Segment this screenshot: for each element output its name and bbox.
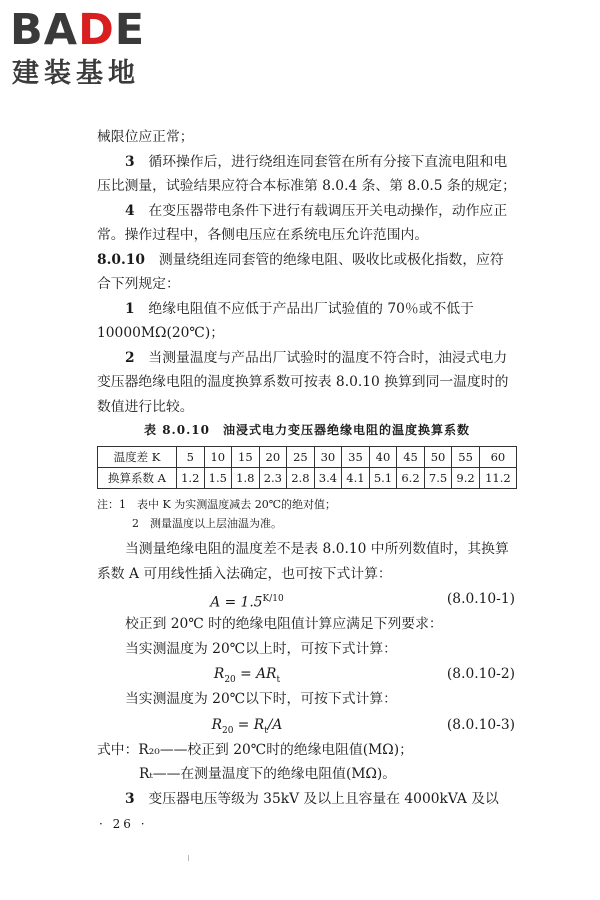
table-cell: 1.2 xyxy=(177,468,205,489)
document-body xyxy=(97,125,517,831)
table-cell: 15 xyxy=(232,447,260,468)
paragraph-continuation: 械限位应正常； xyxy=(97,129,194,145)
equation-8-0-10-1 xyxy=(97,586,517,612)
table-cell: 20 xyxy=(259,447,287,468)
table-cell: 45 xyxy=(397,447,425,468)
table-note-2: 2 测量温度以上层油温为准。 xyxy=(132,517,282,530)
clause-8-0-10: 8.0.10 测量绕组连同套管的绝缘电阻、吸收比或极化指数，应符合下列规定： xyxy=(97,251,504,292)
where-clause-2: Rₜ——在测量温度下的绝缘电阻值(MΩ)。 xyxy=(139,766,397,782)
table-cell: 55 xyxy=(452,447,480,468)
equation-number: (8.0.10-1) xyxy=(446,591,515,607)
table-cell: 5.1 xyxy=(369,468,397,489)
logo-wordmark: BADE xyxy=(10,5,146,55)
table-cell: 40 xyxy=(369,447,397,468)
table-cell: 1.5 xyxy=(204,468,232,489)
paragraph-item-3: 3 循环操作后，进行绕组连同套管在所有分接下直流电阻和电压比测量，试验结果应符合本标准第 8.0.4 条、第 8.0.5 条的规定； xyxy=(97,153,516,194)
scan-mark xyxy=(188,855,189,861)
paragraph-interpolation: 当测量绝缘电阻的温度差不是表 8.0.10 中所列数值时，其换算系数 A 可用线性插入法确定，也可按下式计算： xyxy=(97,541,509,582)
table-header-cell: 换算系数 A xyxy=(98,468,177,489)
equation-formula: $A = 1.5^{K/10}$ xyxy=(210,594,284,611)
table-cell: 4.1 xyxy=(342,468,370,489)
paragraph-item-2: 2 当测量温度与产品出厂试验时的温度不符合时，油浸式电力变压器绝缘电阻的温度换算系数可按表 8.0.10 换算到同一温度时的数值进行比较。 xyxy=(97,349,509,415)
table-cell: 25 xyxy=(287,447,315,468)
bade-logo xyxy=(10,6,185,96)
table-header-cell: 温度差 K xyxy=(98,447,177,468)
table-cell: 10 xyxy=(204,447,232,468)
table-row xyxy=(98,468,517,489)
paragraph-correction: 校正到 20℃ 时的绝缘电阻值计算应满足下列要求： xyxy=(125,616,443,632)
paragraph-item-4: 4 在变压器带电条件下进行有载调压开关电动操作，动作应正常。操作过程中，各侧电压应在系统电压允许范围内。 xyxy=(97,202,508,243)
paragraph-above-20: 当实测温度为 20℃以上时，可按下式计算： xyxy=(125,640,397,657)
table-note-1: 注：1 表中 K 为实测温度减去 20℃的绝对值； xyxy=(97,498,337,511)
table-cell: 11.2 xyxy=(479,468,516,489)
temperature-coefficient-table xyxy=(97,446,517,489)
equation-number: (8.0.10-2) xyxy=(446,666,515,682)
table-cell: 5 xyxy=(177,447,205,468)
paragraph-item-1: 1 绝缘电阻值不应低于产品出厂试验值的 70％或不低于 10000MΩ(20℃)； xyxy=(97,300,474,341)
table-cell: 6.2 xyxy=(397,468,425,489)
table-cell: 3.4 xyxy=(314,468,342,489)
table-notes xyxy=(97,495,517,533)
paragraph-below-20: 当实测温度为 20℃以下时，可按下式计算： xyxy=(125,691,397,707)
logo-subtitle: 建装基地 xyxy=(12,58,140,89)
table-cell: 35 xyxy=(342,447,370,468)
equation-formula: $R_{20} = AR_t$ xyxy=(213,666,281,685)
equation-8-0-10-2 xyxy=(97,661,517,687)
where-clause-1: 式中：R₂₀——校正到 20℃时的绝缘电阻值(MΩ)； xyxy=(97,741,413,758)
table-cell: 60 xyxy=(479,447,516,468)
equation-8-0-10-3 xyxy=(97,712,517,738)
table-cell: 2.8 xyxy=(287,468,315,489)
table-cell: 1.8 xyxy=(232,468,260,489)
equation-number: (8.0.10-3) xyxy=(446,716,515,733)
table-caption: 表 8.0.10 油浸式电力变压器绝缘电阻的温度换算系数 xyxy=(144,423,470,437)
table-cell: 9.2 xyxy=(452,468,480,489)
paragraph-item-3b: 3 变压器电压等级为 35kV 及以上且容量在 4000kVA 及以 xyxy=(125,790,499,807)
equation-formula: $R_{20} = R_t/A$ xyxy=(211,716,283,736)
table-cell: 2.3 xyxy=(259,468,287,489)
page-number: · 26 · xyxy=(99,817,148,831)
table-cell: 7.5 xyxy=(424,468,452,489)
table-cell: 30 xyxy=(314,447,342,468)
table-row xyxy=(98,447,517,468)
table-cell: 50 xyxy=(424,447,452,468)
